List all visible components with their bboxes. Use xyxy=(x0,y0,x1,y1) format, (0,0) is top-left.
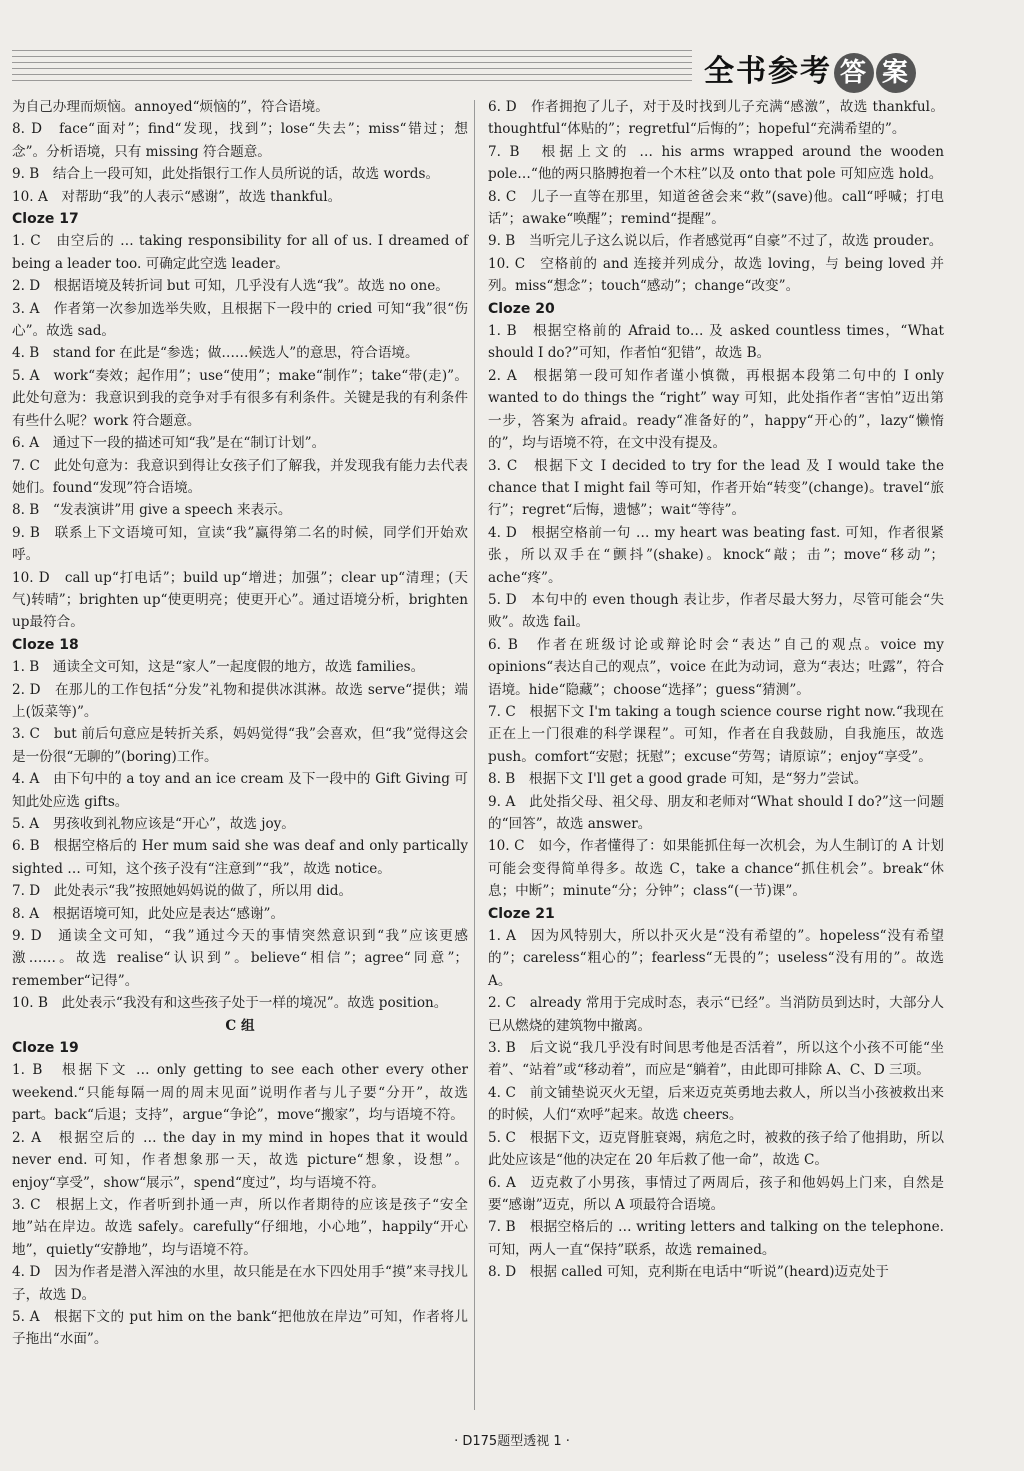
answer-item: 1. C 由空后的 … taking responsibility for all of us. I dreamed of being a leader too. 可确定此空选 leader。 xyxy=(12,233,468,272)
answer-item: 1. B 根据下文 … only getting to see each other every other weekend.“只能每隔一周的周末见面”说明作者与儿子要“分开”，故选 part。back“后退；支持”，argue“争论”，move“搬家”，均与语境不符。 xyxy=(12,1062,468,1124)
answer-item: 5. A work“奏效；起作用”；use“使用”；make“制作”；take“带(走)”。此处句意为：我意识到我的竞争对手有很多有利条件。关键是我的有利条件有些什么呢？work 符合题意。 xyxy=(12,367,468,429)
section-heading: Cloze 18 xyxy=(12,636,79,653)
answer-item: 7. D 此处表示“我”按照她妈妈说的做了，所以用 did。 xyxy=(12,883,353,900)
answer-item: 3. C but 前后句意应是转折关系，妈妈觉得“我”会喜欢，但“我”觉得这会是一份很“无聊的”(boring)工作。 xyxy=(12,726,468,765)
answer-item: 6. A 迈克救了小男孩，事情过了两周后，孩子和他妈妈上门来，自然是要“感谢”迈克，所以 A 项最符合语境。 xyxy=(488,1174,944,1213)
header-title xyxy=(704,46,916,93)
answer-item: 1. B 根据空格前的 Afraid to… 及 asked countless times，“What should I do?”可知，作者怕“犯错”，故选 B。 xyxy=(488,323,944,362)
section-heading: Cloze 19 xyxy=(12,1040,79,1057)
answer-item: 9. A 此处指父母、祖父母、朋友和老师对“What should I do?”这一问题的“回答”，故选 answer。 xyxy=(488,793,944,832)
right-column xyxy=(488,96,944,1284)
answer-item: 5. A 根据下文的 put him on the bank“把他放在岸边”可知，作者将儿子拖出“水面”。 xyxy=(12,1308,468,1348)
answer-item: 2. A 根据空后的 … the day in my mind in hopes that it would never end. 可知，作者想象那一天，故选 picture“想象，设想”。enjoy“享受”，show“展示”，spend“度过”，均与语境不符。 xyxy=(12,1129,468,1191)
answer-item: 1. A 因为风特别大，所以扑灭火是“没有希望的”。hopeless“没有希望的”；careless“粗心的”；fearless“无畏的”；useless“没有用的”。故选 A。 xyxy=(488,928,944,989)
answer-item: 10. A 对帮助“我”的人表示“感谢”，故选 thankful。 xyxy=(12,188,342,205)
answer-item: 8. B “发表演讲”用 give a speech 来表示。 xyxy=(12,502,292,519)
answer-item: 9. B 联系上下文语境可知，宣读“我”赢得第二名的时候，同学们开始欢呼。 xyxy=(12,524,468,564)
answer-item: 6. D 作者拥抱了儿子，对于及时找到儿子充满“感激”，故选 thankful。thoughtful“体贴的”；regretful“后悔的”；hopeful“充满希望的”。 xyxy=(488,99,944,138)
answer-item: 4. D 根据空格前一句 … my heart was beating fast. 可知，作者很紧张，所以双手在“颤抖”(shake)。knock“敲；击”；move“移动”；ache“疼”。 xyxy=(488,524,944,586)
answer-item: 6. B 根据空格后的 Her mum said she was deaf and only partically sighted … 可知，这个孩子没有“注意到”“我”，故选 notice。 xyxy=(12,838,468,877)
answer-item: 9. B 当听完儿子这么说以后，作者感觉再“自豪”不过了，故选 prouder。 xyxy=(488,233,943,250)
answer-item: 3. C 根据下文 I decided to try for the lead 及 I would take the chance that I might fail 等可知，作者开始“转变”(change)。travel“旅行”；regret“后悔，遗憾”；wait“等待”。 xyxy=(488,457,944,519)
answer-item: 10. C 如今，作者懂得了：如果能抓住每一次机会，为人生制订的 A 计划可能会变得简单得多。故选 C，take a chance“抓住机会”。break“休息；中断”；minute“分；分钟”；class“(一节)课”。 xyxy=(488,838,944,900)
answer-item: 2. C already 常用于完成时态，表示“已经”。当消防员到达时，大部分人已从燃烧的建筑物中撤离。 xyxy=(488,995,944,1034)
answer-item: 4. D 因为作者是潜入浑浊的水里，故只能是在水下四处用手“摸”来寻找儿子，故选 D。 xyxy=(12,1264,468,1303)
answer-item: 10. D call up“打电话”；build up“增进；加强”；clear up“清理；(天气)转晴”；brighten up“使更明亮；使更开心”。通过语境分析，brighten up最符合。 xyxy=(12,569,468,631)
answer-item: 5. D 本句中的 even though 表让步，作者尽最大努力，尽管可能会“失败”。故选 fail。 xyxy=(488,591,944,631)
answer-item: 7. C 此处句意为：我意识到得让女孩子们了解我，并发现我有能力去代表她们。found“发现”符合语境。 xyxy=(12,457,468,496)
answer-item: 4. C 前文铺垫说灭火无望，后来迈克英勇地去救人，所以当小孩被救出来的时候，人们“欢呼”起来。故选 cheers。 xyxy=(488,1084,944,1124)
answer-item: 2. D 在那儿的工作包括“分发”礼物和提供冰淇淋。故选 serve“提供；端上(饭菜等)”。 xyxy=(12,681,468,720)
answer-item: 3. C 根据上文，作者听到扑通一声，所以作者期待的应该是孩子“安全地”站在岸边。故选 safely。carefully“仔细地，小心地”，happily“开心地”，quietly“安静地”，均与语境不符。 xyxy=(12,1196,468,1258)
answer-item: 7. B 根据空格后的 … writing letters and talking on the telephone. 可知，两人一直“保持”联系，故选 remained。 xyxy=(488,1219,944,1258)
header-rule-lines xyxy=(12,50,692,86)
answer-item: 3. B 后文说“我几乎没有时间思考他是否活着”，所以这个小孩不可能“坐着”、“站着”或“移动着”，而应是“躺着”，由此即可排除 A、C、D 三项。 xyxy=(488,1040,944,1079)
answer-item: 10. B 此处表示“我没有和这些孩子处于一样的境况”。故选 position。 xyxy=(12,995,448,1012)
answer-item: 2. D 根据语境及转折词 but 可知，几乎没有人选“我”。故选 no one。 xyxy=(12,278,449,295)
answer-item: 8. D 根据 called 可知，克利斯在电话中“听说”(heard)迈克处于 xyxy=(488,1264,889,1281)
answer-item: 9. B 结合上一段可知，此处指银行工作人员所说的话，故选 words。 xyxy=(12,166,440,183)
section-heading: Cloze 21 xyxy=(488,905,555,922)
page-header xyxy=(0,40,1024,96)
left-column xyxy=(12,96,468,1351)
answer-item: 6. B 作者在班级讨论或辩论时会“表达”自己的观点。voice my opinions“表达自己的观点”，voice 在此为动词，意为“表达；吐露”，符合语境。hide“隐藏”；choose“选择”；guess“猜测”。 xyxy=(488,636,944,698)
answer-item: 7. C 根据下文 I'm taking a tough science course right now.“我现在正在上一门很难的科学课程”。可知，作者在自我鼓励，自我施压，故选 push。comfort“安慰；抚慰”；excuse“劳驾；请原谅”；enjoy“享受”。 xyxy=(488,703,944,765)
column-divider xyxy=(474,100,475,1410)
answer-item: 9. D 通读全文可知，“我”通过今天的事情突然意识到“我”应该更感激……。故选 realise“认识到”。believe“相信”；agree“同意”；remember“记得”。 xyxy=(12,928,468,989)
answer-item: 8. D face“面对”；find“发现，找到”；lose“失去”；miss“错过；想念”。分析语境，只有 missing 符合题意。 xyxy=(12,121,468,160)
answer-item: 7. B 根据上文的 … his arms wrapped around the wooden pole…“他的两只胳膊抱着一个木柱”以及 onto that pole 可知应选 hold。 xyxy=(488,143,944,183)
answer-item: 5. A 男孩收到礼物应该是“开心”，故选 joy。 xyxy=(12,816,295,832)
answer-item: 3. A 作者第一次参加选举失败，且根据下一段中的 cried 可知“我”很“伤心”。故选 sad。 xyxy=(12,300,468,340)
answer-item: 8. A 根据语境可知，此处应是表达“感谢”。 xyxy=(12,905,285,922)
answer-item: 4. B stand for 在此是“参选；做……候选人”的意思，符合语境。 xyxy=(12,345,419,362)
section-heading: Cloze 20 xyxy=(488,300,555,317)
header-circle-char: 案 xyxy=(876,53,916,93)
group-heading: C 组 xyxy=(225,1017,255,1034)
answer-item: 4. A 由下句中的 a toy and an ice cream 及下一段中的 Gift Giving 可知此处应选 gifts。 xyxy=(12,771,468,810)
header-circle-char: 答 xyxy=(834,53,874,93)
answer-item: 8. C 儿子一直等在那里，知道爸爸会来“救”(save)他。call“呼喊；打电话”；awake“唤醒”；remind“提醒”。 xyxy=(488,188,944,228)
header-title-text: 全书参考 xyxy=(704,54,832,89)
page-footer: · D175题型透视 1 · xyxy=(454,1434,570,1449)
answer-item: 6. A 通过下一段的描述可知“我”是在“制订计划”。 xyxy=(12,435,326,452)
answer-item: 1. B 通读全文可知，这是“家人”一起度假的地方，故选 families。 xyxy=(12,659,425,676)
answer-item: 8. B 根据下文 I'll get a good grade 可知，是“努力”尝试。 xyxy=(488,771,868,788)
answer-item: 5. C 根据下文，迈克肾脏衰竭，病危之时，被救的孩子给了他捐助，所以此处应该是“他的决定在 20 年后救了他一命”，故选 C。 xyxy=(488,1129,944,1169)
answer-item: 为自己办理而烦恼。annoyed“烦恼的”，符合语境。 xyxy=(12,99,329,115)
answer-item: 2. A 根据第一段可知作者谨小慎微，再根据本段第二句中的 I only wanted to do things the “right” way 可知，此处指作者“害怕”迈出第一步，答案为 afraid。ready“准备好的”，happy“开心的”，lazy“懒惰的”，均与语境不符，在文中没有提及。 xyxy=(488,367,944,452)
answer-item: 10. C 空格前的 and 连接并列成分，故选 loving，与 being loved 并列。miss“想念”；touch“感动”；change“改变”。 xyxy=(488,255,944,295)
section-heading: Cloze 17 xyxy=(12,211,79,228)
